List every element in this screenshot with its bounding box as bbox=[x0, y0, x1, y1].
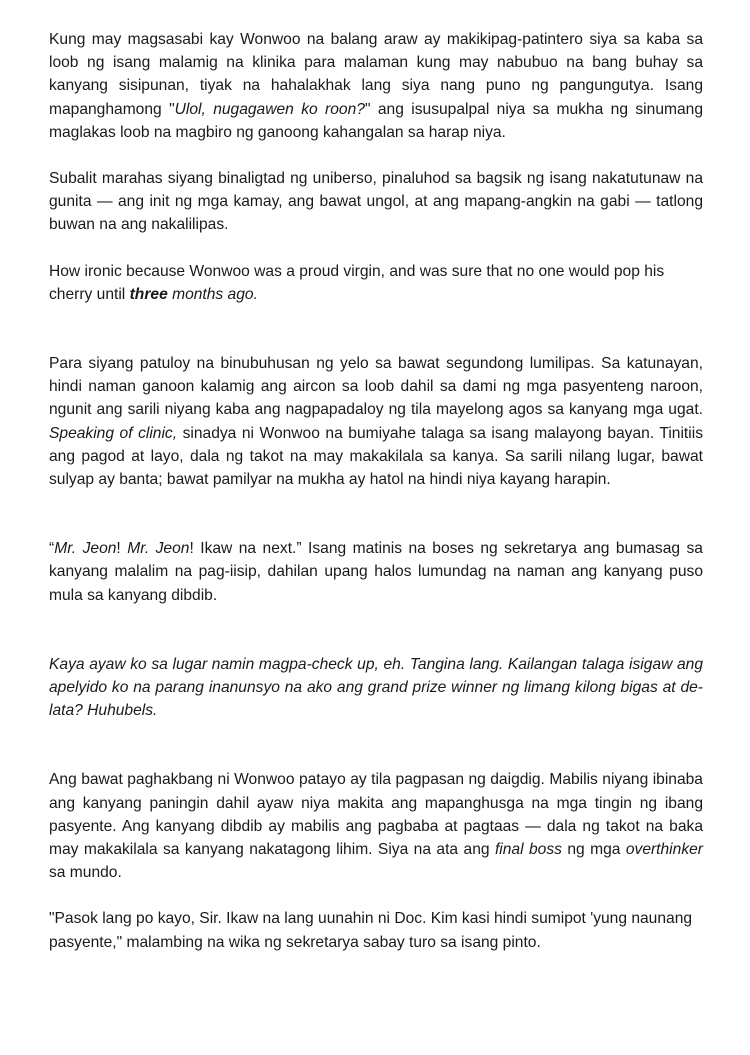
paragraph-8: "Pasok lang po kayo, Sir. Ikaw na lang uunahin ni Doc. Kim kasi hindi sumipot 'yung naunang pasyente," malambing na wika ng sekretarya sabay turo sa isang pinto. bbox=[49, 910, 693, 951]
spacer bbox=[49, 607, 703, 653]
p3-italic-tail: months ago. bbox=[167, 285, 258, 303]
p1-text-c: " ang isusupalpal niya sa mukha ng sinumang maglakas loob na magbiro ng ganoong kahangalan sa harap niya. bbox=[49, 100, 704, 141]
paragraph-2: Subalit marahas siyang binaligtad ng uniberso, pinaluhod sa bagsik ng isang nakatutunaw na gunita — ang init ng mga kamay, ang bawat ungol, at ang mapang-angkin na gabi — tatlong buwan na ang nakalilipas. bbox=[49, 170, 703, 234]
paragraph-5 bbox=[49, 537, 703, 607]
paragraph-4 bbox=[49, 352, 703, 491]
paragraph-3 bbox=[49, 260, 703, 306]
spacer bbox=[49, 237, 703, 260]
p1-text-a: Kung may magsasabi kay Wonwoo na balang araw ay makikipag-patintero siya sa kaba sa loob ng isang malamig na klinika para malaman kung may nabubuo na bang buhay sa kanyang sisipunan, tiyak na hahalakhak lang siya nang puno ng pangungutya. Isang mapanghamong " bbox=[49, 31, 703, 118]
p4-text-c: sinadya ni Wonwoo na bumiyahe talaga sa isang malayong bayan. Tinitiis ang pagod at layo, dala ng takot na may makakilala sa kanya. Sa sarili nilang lugar, bawat sulyap ay banta; bawat pamilyar na mukha ay hatol na hindi niya kayang harapin. bbox=[49, 424, 703, 489]
p5-name-2: Mr. Jeon bbox=[127, 540, 190, 558]
p3-text-a: How ironic because Wonwoo was a proud virgin, and was sure that no one would pop his cherry until bbox=[49, 262, 665, 303]
p4-text-a: Para siyang patuloy na binubuhusan ng yelo sa bawat segundong lumilipas. Sa katunayan, hindi naman ganoon kalamig ang aircon sa loob dahil sa dami ng mga pasyenteng naroon, ngunit ang sarili niyang kaba ang nagpapadaloy ng tila mayelong agos sa kanyang mga ugat. bbox=[49, 355, 703, 419]
spacer bbox=[49, 491, 703, 537]
paragraph-1 bbox=[49, 28, 703, 144]
spacer bbox=[49, 884, 703, 907]
p7-text-e: sa mundo. bbox=[49, 864, 122, 882]
spacer bbox=[49, 722, 703, 768]
p7-text-a: Ang bawat paghakbang ni Wonwoo patayo ay tila pagpasan ng daigdig. Mabilis niyang ibinaba ang kanyang paningin dahil ayaw niya makita ang mapanghusga na mga tingin ng ibang pasyente. Ang kanyang dibdib ay mabilis ang pagbaba at pagtaas — dala ng takot na baka may makakilala sa kanyang nakatagong lihim. Siya na ata ang bbox=[49, 771, 703, 859]
p7-italic-overthinker: overthinker bbox=[625, 841, 703, 859]
p5-sep: ! bbox=[116, 540, 128, 558]
p1-italic-quote: Ulol, nugagawen ko roon? bbox=[174, 100, 365, 118]
p7-italic-final-boss: final boss bbox=[494, 841, 562, 859]
p5-text-e: ! Ikaw na next.” Isang matinis na boses ng sekretarya ang bumasag sa kanyang malalim na pag-iisip, dahilan upang halos lumundag na naman ang kanyang puso mula sa kanyang dibdib. bbox=[49, 540, 703, 604]
p6-italic-thought: Kaya ayaw ko sa lugar namin magpa-check up, eh. Tangina lang. Kailangan talaga isigaw ang apelyido ko na parang inanunsyo na ako ang grand prize winner ng limang kilong bigas at de-lata? Huhubels. bbox=[49, 655, 703, 720]
p3-bold-three: three bbox=[129, 285, 168, 303]
p5-open-quote: “ bbox=[49, 540, 55, 558]
paragraph-6 bbox=[49, 653, 703, 723]
p5-name-1: Mr. Jeon bbox=[54, 540, 117, 558]
spacer bbox=[49, 144, 703, 167]
spacer bbox=[49, 306, 703, 352]
paragraph-7 bbox=[49, 768, 703, 884]
document-body bbox=[49, 28, 703, 954]
p7-text-c: ng mga bbox=[561, 841, 626, 859]
p4-italic-phrase: Speaking of clinic, bbox=[49, 424, 178, 442]
